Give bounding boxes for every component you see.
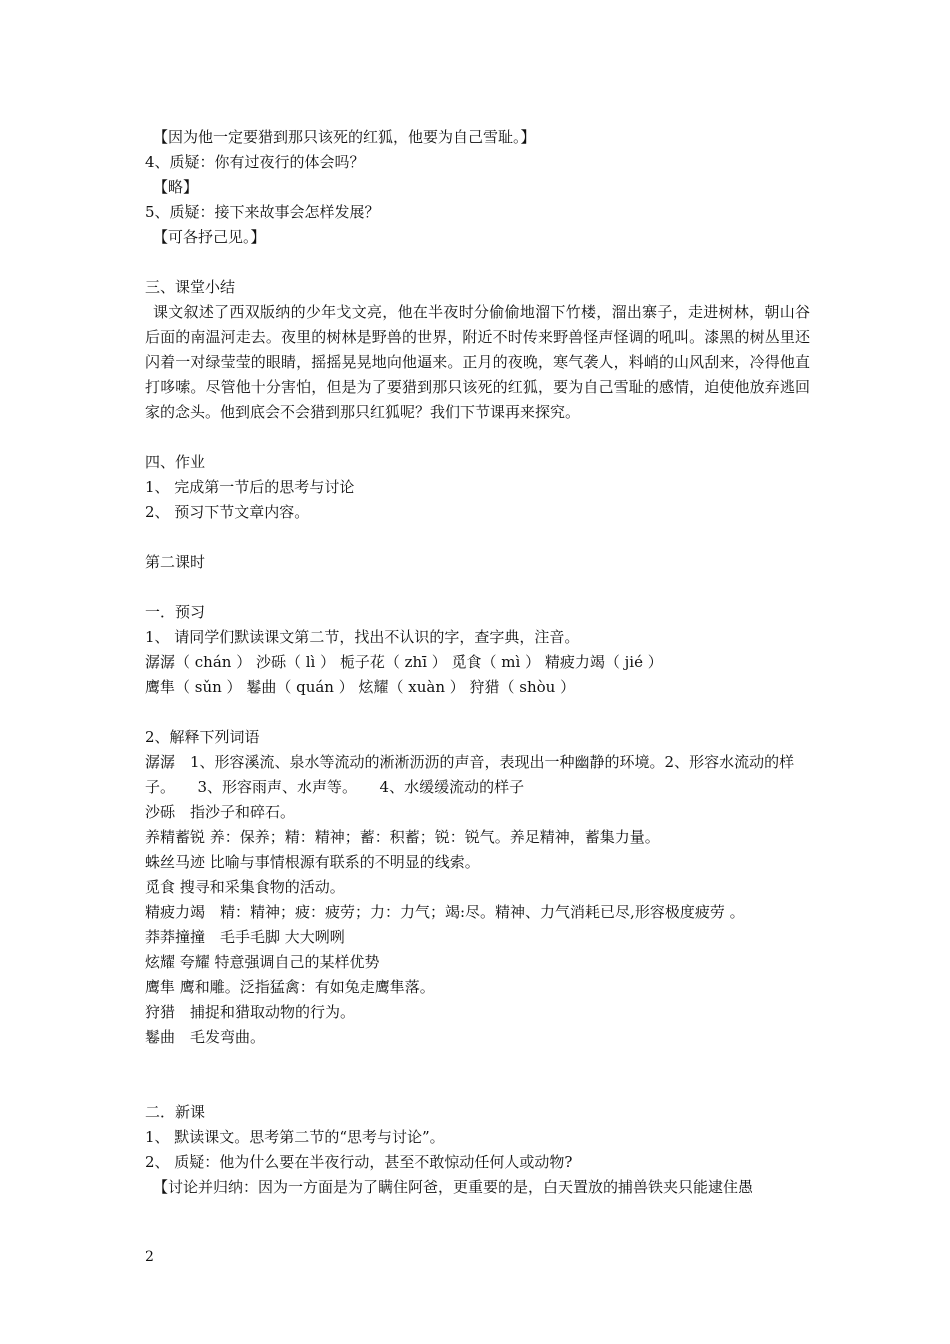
spacer [145,1050,810,1075]
summary-paragraph: 课文叙述了西双版纳的少年戈文亮，他在半夜时分偷偷地溜下竹楼，溜出寨子，走进树林，朝山谷后面的南温河走去。夜里的树林是野兽的世界，附近不时传来野兽怪声怪调的吼叫。漆黑的树丛里还闪着一对绿莹莹的眼睛，摇摇晃晃地向他逼来。正月的夜晚，寒气袭人，料峭的山风刮来，冷得他直打哆嗦。尽管他十分害怕，但是为了要猎到那只该死的红狐，要为自己雪耻的感情，迫使他放弃逃回家的念头。他到底会不会猎到那只红狐呢？我们下节课再来探究。 [145,303,810,421]
definition-entry: 鹰隼 鹰和雕。泛指猛禽：有如兔走鹰隼落。 [145,978,435,996]
section-heading: 一．预习 [145,603,206,621]
homework-item: 2、 预习下节文章内容。 [145,503,310,521]
question-line: 5、质疑：接下来故事会怎样发展？ [145,203,380,221]
spacer [145,425,810,450]
document-body [145,125,810,1200]
spacer [145,1075,810,1100]
section-heading: 二．新课 [145,1103,206,1121]
page-number: 2 [145,1249,154,1265]
definition-entry: 沙砾 指沙子和碎石。 [145,803,296,821]
definition-entry: 精疲力竭 精：精神；疲：疲劳；力：力气；竭:尽。精神、力气消耗已尽,形容极度疲劳 。 [145,903,745,921]
definition-entry: 莽莽撞撞 毛手毛脚 大大咧咧 [145,928,345,946]
subsection-heading: 2、解释下列词语 [145,728,260,746]
definition-entry: 狩猎 捕捉和猎取动物的行为。 [145,1003,356,1021]
instruction-line: 1、 默读课文。思考第二节的“思考与讨论”。 [145,1128,445,1146]
definition-entry: 蛛丝马迹 比喻与事情根源有联系的不明显的线索。 [145,853,480,871]
spacer [145,700,810,725]
instruction-line: 1、 请同学们默读课文第二节，找出不认识的字，查字典，注音。 [145,628,580,646]
answer-line: 【讨论并归纳：因为一方面是为了瞒住阿爸，更重要的是，白天置放的捕兽铁夹只能逮住愚 [153,1178,754,1196]
answer-line: 【因为他一定要猎到那只该死的红狐，他要为自己雪耻。】 [153,128,536,146]
section-heading: 四、作业 [145,453,206,471]
definition-entry: 鬈曲 毛发弯曲。 [145,1028,266,1046]
definition-entry: 养精蓄锐 养：保养；精：精神；蓄：积蓄；锐：锐气。养足精神，蓄集力量。 [145,828,660,846]
spacer [145,525,810,550]
question-line: 2、 质疑：他为什么要在半夜行动，甚至不敢惊动任何人或动物? [145,1153,573,1171]
pinyin-line: 潺潺（ chán ） 沙砾（ lì ） 栀子花（ zhī ） 觅食（ mì ） 精疲力竭（ jié ） [145,653,663,671]
pinyin-line: 鹰隼（ sǔn ） 鬈曲（ quán ） 炫耀（ xuàn ） 狩猎（ shòu ） [145,678,576,696]
question-line: 4、质疑：你有过夜行的体会吗？ [145,153,365,171]
spacer [145,250,810,275]
spacer [145,575,810,600]
definition-entry: 潺潺 1、形容溪流、泉水等流动的淅淅沥沥的声音，表现出一种幽静的环境。2、形容水流动的样子。 3、形容雨声、水声等。 4、水缓缓流动的样子 [145,753,795,796]
answer-line: 【略】 [153,178,199,196]
section-heading: 三、课堂小结 [145,278,236,296]
homework-item: 1、 完成第一节后的思考与讨论 [145,478,355,496]
answer-line: 【可各抒己见。】 [153,228,266,246]
definition-entry: 炫耀 夸耀 特意强调自己的某样优势 [145,953,380,971]
definition-entry: 觅食 搜寻和采集食物的活动。 [145,878,345,896]
lesson-heading: 第二课时 [145,553,206,571]
